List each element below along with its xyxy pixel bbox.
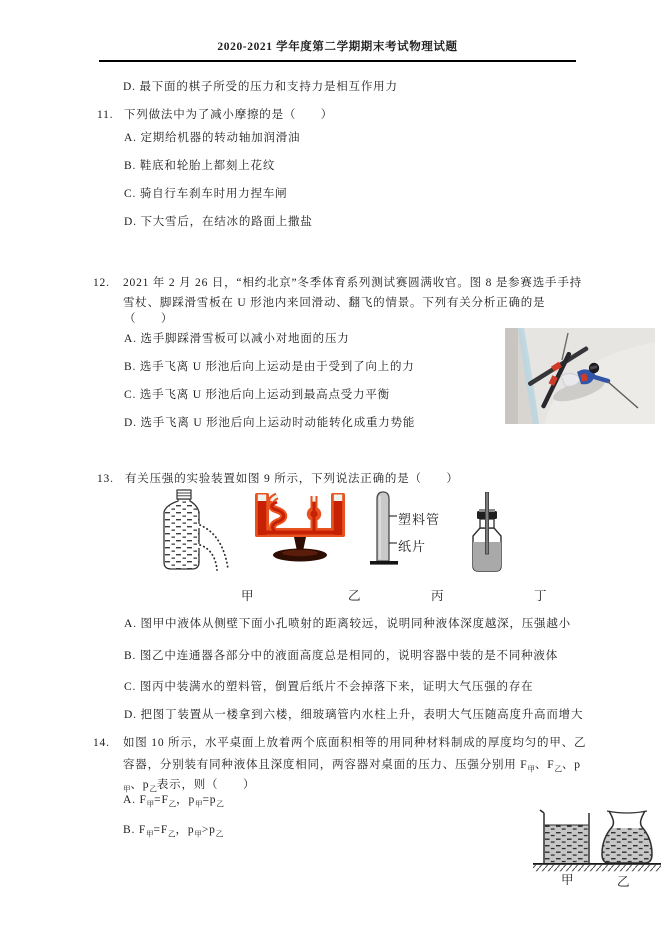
q13-option-b: B. 图乙中连通器各部分中的液面高度总是相同的，说明容器中装的是不同种液体: [124, 650, 559, 662]
prev-question-option-d: D. 最下面的棋子所受的压力和支持力是相互作用力: [123, 81, 398, 93]
q12-option-d: D. 选手飞离 U 形池后向上运动时动能转化成重力势能: [124, 417, 416, 429]
figure10-label-jia: 甲: [561, 873, 575, 887]
q13-option-d: D. 把图丁装置从一楼拿到六楼，细玻璃管内水柱上升，表明大气压随高度升高而增大: [124, 709, 584, 721]
q11-option-a: A. 定期给机器的转动轴加润滑油: [124, 132, 301, 144]
figure10-containers: [533, 798, 661, 884]
q14-stem-line1: 如图 10 所示，水平桌面上放着两个底面积相等的用同种材料制成的厚度均匀的甲、乙: [123, 737, 587, 749]
q11-option-d: D. 下大雪后，在结冰的路面上撒盐: [124, 216, 313, 228]
q12-option-a: A. 选手脚踩滑雪板可以减小对地面的压力: [124, 333, 350, 345]
figure9-label-jia: 甲: [241, 589, 255, 603]
q11-option-b: B. 鞋底和轮胎上都刻上花纹: [124, 160, 276, 172]
figure9-bottle-with-holes: [153, 489, 245, 577]
q12-option-c: C. 选手飞离 U 形池后向上运动到最高点受力平衡: [124, 389, 390, 401]
q12-stem-line3: （ ）: [124, 313, 174, 325]
figure9-label-ding: 丁: [534, 589, 548, 603]
q13-option-a: A. 图甲中液体从侧壁下面小孔喷射的距离较远，说明同种液体深度越深，压强越小: [124, 618, 571, 630]
figure9-label-yi: 乙: [348, 589, 362, 603]
q12-number: 12.: [93, 277, 110, 289]
q12-option-b: B. 选手飞离 U 形池后向上运动是由于受到了向上的力: [124, 361, 415, 373]
figure10-label-yi: 乙: [617, 875, 631, 889]
figure9-plastic-tube: [370, 490, 400, 570]
q13-option-c: C. 图丙中装满水的塑料管，倒置后纸片不会掉落下来，证明大气压强的存在: [124, 681, 534, 693]
annotation-plastic-tube: 塑料管: [398, 512, 441, 527]
figure9-communicating-vessels: [252, 490, 352, 572]
q14-option-b: B. $F_甲=F_乙$，$p_甲>p_乙$: [123, 824, 224, 839]
figure9-bottle-thin-tube: [468, 492, 508, 574]
q11-option-c: C. 骑自行车刹车时用力捏车闸: [124, 188, 288, 200]
figure9-label-bing: 丙: [431, 589, 445, 603]
q11-stem: 下列做法中为了减小摩擦的是（ ）: [124, 109, 334, 121]
header-rule: [99, 60, 576, 62]
q12-stem-line2: 雪杖、脚踩滑雪板在 U 形池内来回滑动、翻飞的情景。下列有关分析正确的是: [123, 297, 546, 309]
q13-number: 13.: [97, 473, 114, 485]
q11-number: 11.: [97, 109, 114, 121]
q13-stem: 有关压强的实验装置如图 9 所示，下列说法正确的是（ ）: [125, 473, 459, 485]
annotation-paper-piece: 纸片: [398, 539, 427, 554]
q12-stem-line1: 2021 年 2 月 26 日，“相约北京”冬季体育系列测试赛圆满收官。图 8 是参赛选手手持: [123, 277, 582, 289]
q14-stem-line2: 容器，分别装有同种液体且深度相同，两容器对桌面的压力、压强分别用 $F_甲$、$F_乙$、p: [123, 759, 581, 774]
figure8-skier-photo: [505, 328, 655, 424]
exam-title: 2020-2021 学年度第二学期期末考试物理试题: [217, 41, 458, 53]
q14-stem-line3: $_甲$、$p_乙$表示，则（ ）: [123, 779, 256, 794]
q14-option-a: A. $F_甲=F_乙$，$p_甲=p_乙$: [123, 794, 224, 809]
q14-number: 14.: [93, 737, 110, 749]
